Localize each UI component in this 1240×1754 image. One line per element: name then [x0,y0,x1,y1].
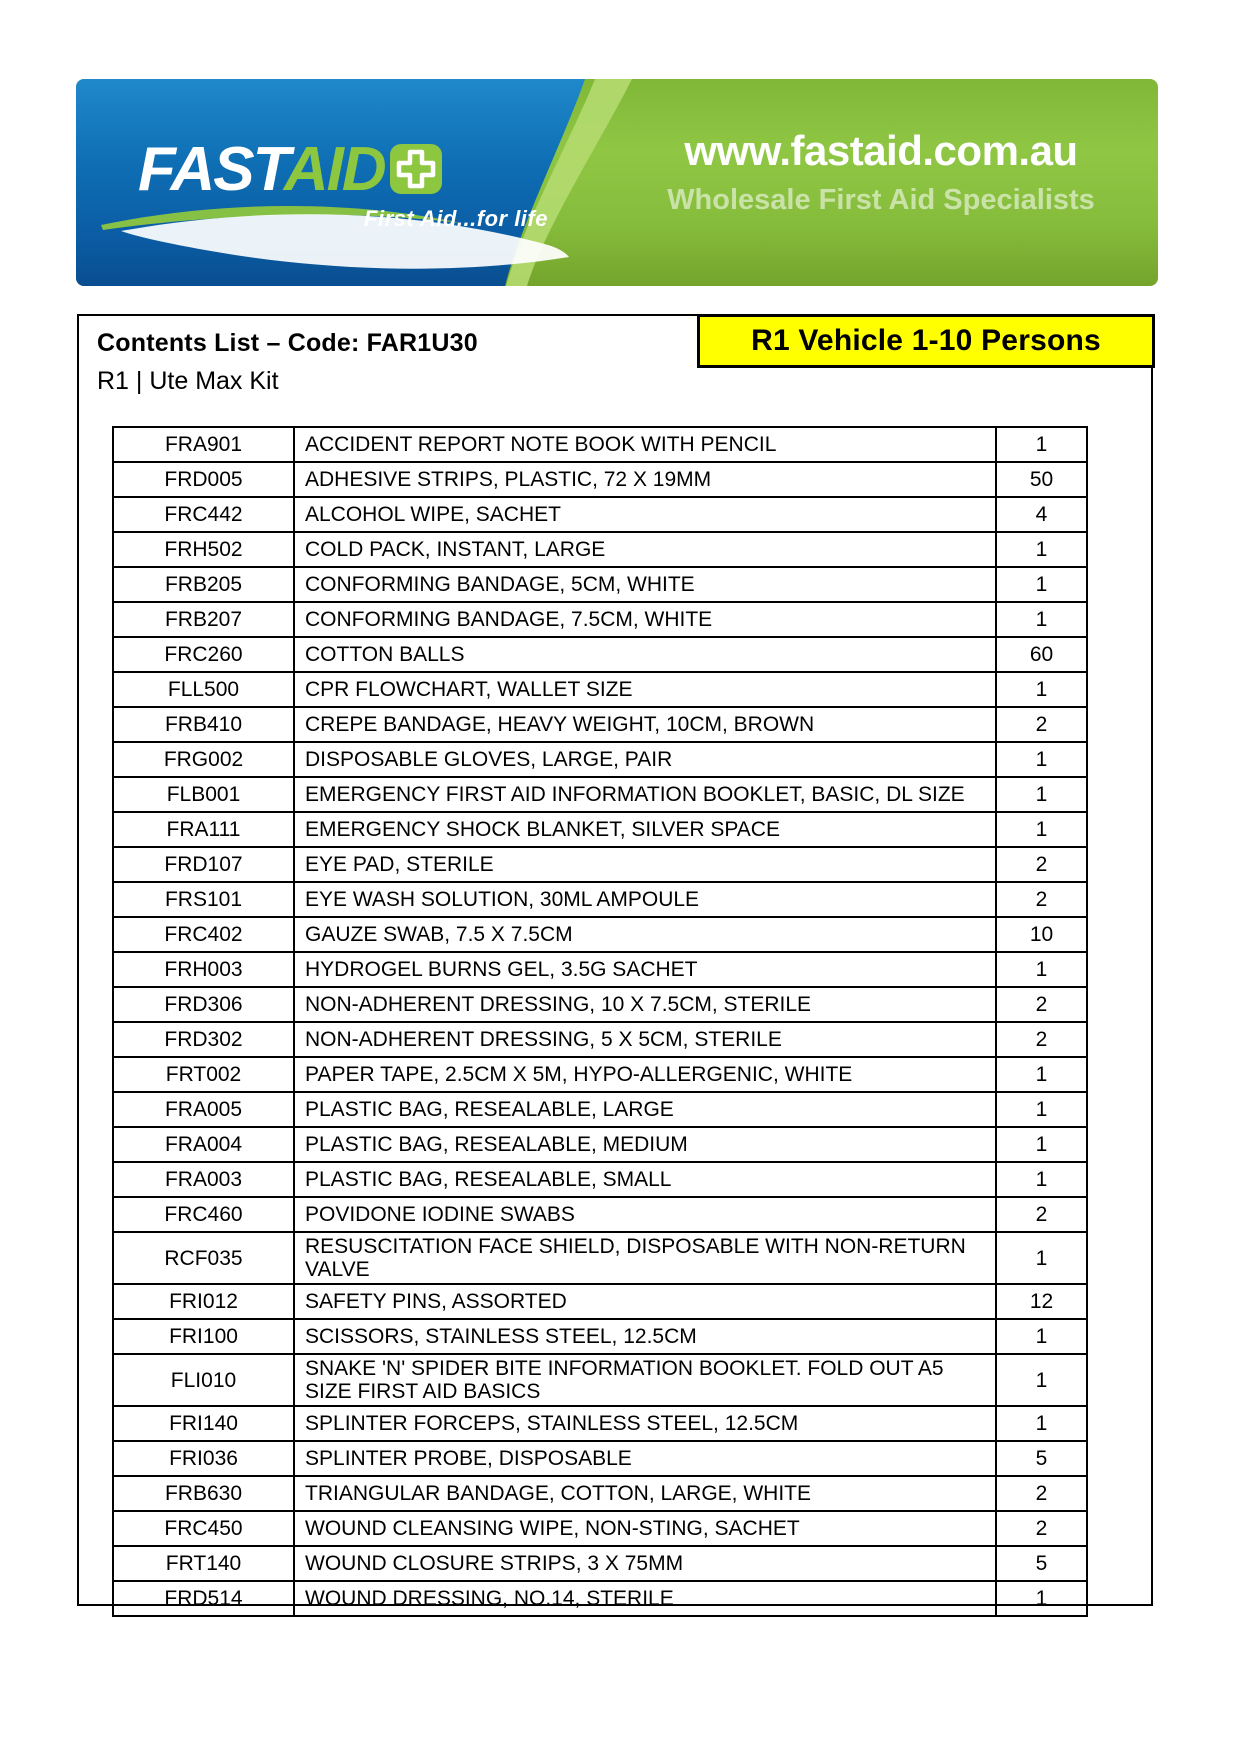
table-row [113,1092,1087,1127]
table-row [113,602,1087,637]
item-description-cell: ACCIDENT REPORT NOTE BOOK WITH PENCIL [294,427,996,462]
table-row [113,1441,1087,1476]
table-row [113,812,1087,847]
item-description-cell: EMERGENCY FIRST AID INFORMATION BOOKLET, BASIC, DL SIZE [294,777,996,812]
item-qty-cell: 2 [996,847,1087,882]
table-row [113,742,1087,777]
item-qty-cell: 1 [996,1406,1087,1441]
item-code-cell: FRD514 [113,1581,294,1616]
item-qty-cell: 1 [996,1092,1087,1127]
logo-fast-text: FAST [138,135,284,204]
item-code-cell: FRI012 [113,1284,294,1319]
item-code-cell: FRD306 [113,987,294,1022]
item-code-cell: FRC260 [113,637,294,672]
item-description-cell: CONFORMING BANDAGE, 7.5CM, WHITE [294,602,996,637]
table-row [113,637,1087,672]
contents-table [112,426,1088,1617]
item-qty-cell: 5 [996,1441,1087,1476]
header-banner [76,79,1158,286]
item-qty-cell: 12 [996,1284,1087,1319]
item-description-cell: HYDROGEL BURNS GEL, 3.5G SACHET [294,952,996,987]
item-description-cell: DISPOSABLE GLOVES, LARGE, PAIR [294,742,996,777]
item-description-cell: EMERGENCY SHOCK BLANKET, SILVER SPACE [294,812,996,847]
page-title: Contents List – Code: FAR1U30 [97,329,478,357]
item-qty-cell: 1 [996,812,1087,847]
table-row [113,952,1087,987]
item-description-cell: WOUND DRESSING, NO.14, STERILE [294,1581,996,1616]
item-description-cell: PLASTIC BAG, RESEALABLE, MEDIUM [294,1127,996,1162]
item-code-cell: FRI140 [113,1406,294,1441]
item-qty-cell: 1 [996,952,1087,987]
table-row [113,1511,1087,1546]
item-description-cell: POVIDONE IODINE SWABS [294,1197,996,1232]
table-row [113,462,1087,497]
item-qty-cell: 10 [996,917,1087,952]
plus-cross-icon [390,144,442,194]
item-description-cell: PLASTIC BAG, RESEALABLE, SMALL [294,1162,996,1197]
table-row [113,1476,1087,1511]
item-code-cell: FRA005 [113,1092,294,1127]
table-row [113,1127,1087,1162]
item-code-cell: FRB630 [113,1476,294,1511]
fastaid-logo [138,135,442,204]
item-qty-cell: 50 [996,462,1087,497]
table-row [113,1546,1087,1581]
table-row [113,1057,1087,1092]
content-box [77,314,1153,1610]
item-qty-cell: 1 [996,567,1087,602]
item-code-cell: FRD005 [113,462,294,497]
item-code-cell: FRH502 [113,532,294,567]
item-description-cell: WOUND CLEANSING WIPE, NON-STING, SACHET [294,1511,996,1546]
item-qty-cell: 2 [996,882,1087,917]
item-code-cell: FRT002 [113,1057,294,1092]
table-row [113,427,1087,462]
item-code-cell: FRI036 [113,1441,294,1476]
item-qty-cell: 2 [996,1511,1087,1546]
contents-table-body [113,427,1087,1616]
item-code-cell: FRB410 [113,707,294,742]
item-description-cell: EYE WASH SOLUTION, 30ML AMPOULE [294,882,996,917]
item-qty-cell: 1 [996,1162,1087,1197]
item-description-cell: CPR FLOWCHART, WALLET SIZE [294,672,996,707]
item-description-cell: NON-ADHERENT DRESSING, 10 X 7.5CM, STERILE [294,987,996,1022]
item-description-cell: SCISSORS, STAINLESS STEEL, 12.5CM [294,1319,996,1354]
item-qty-cell: 2 [996,1476,1087,1511]
item-code-cell: FRB207 [113,602,294,637]
item-code-cell: FRA004 [113,1127,294,1162]
item-description-cell: CREPE BANDAGE, HEAVY WEIGHT, 10CM, BROWN [294,707,996,742]
item-qty-cell: 1 [996,1057,1087,1092]
table-row [113,777,1087,812]
item-code-cell: FRS101 [113,882,294,917]
table-row [113,707,1087,742]
item-qty-cell: 1 [996,427,1087,462]
item-code-cell: FRA003 [113,1162,294,1197]
table-row [113,1406,1087,1441]
table-row [113,672,1087,707]
item-description-cell: NON-ADHERENT DRESSING, 5 X 5CM, STERILE [294,1022,996,1057]
kit-name: R1 | Ute Max Kit [97,367,279,395]
item-description-cell: SAFETY PINS, ASSORTED [294,1284,996,1319]
item-qty-cell: 1 [996,742,1087,777]
item-description-cell: SNAKE 'N' SPIDER BITE INFORMATION BOOKLET. FOLD OUT A5 SIZE FIRST AID BASICS [294,1354,996,1406]
item-code-cell: FRC442 [113,497,294,532]
item-code-cell: FRT140 [113,1546,294,1581]
item-code-cell: FRA111 [113,812,294,847]
item-description-cell: COTTON BALLS [294,637,996,672]
table-row [113,532,1087,567]
item-qty-cell: 60 [996,637,1087,672]
logo-tagline: First Aid...for life [364,206,548,231]
item-description-cell: SPLINTER FORCEPS, STAINLESS STEEL, 12.5CM [294,1406,996,1441]
item-code-cell: FRA901 [113,427,294,462]
item-qty-cell: 4 [996,497,1087,532]
item-description-cell: PLASTIC BAG, RESEALABLE, LARGE [294,1092,996,1127]
item-code-cell: FLB001 [113,777,294,812]
item-code-cell: FRI100 [113,1319,294,1354]
item-description-cell: RESUSCITATION FACE SHIELD, DISPOSABLE WITH NON-RETURN VALVE [294,1232,996,1284]
item-code-cell: FLI010 [113,1354,294,1406]
item-qty-cell: 2 [996,707,1087,742]
item-qty-cell: 1 [996,672,1087,707]
item-code-cell: FRC460 [113,1197,294,1232]
logo-aid-text: AID [283,135,385,204]
item-qty-cell: 1 [996,602,1087,637]
table-row [113,847,1087,882]
item-code-cell: FLL500 [113,672,294,707]
item-qty-cell: 1 [996,1354,1087,1406]
item-description-cell: CONFORMING BANDAGE, 5CM, WHITE [294,567,996,602]
table-row [113,1022,1087,1057]
table-row [113,1581,1087,1616]
item-code-cell: FRB205 [113,567,294,602]
item-qty-cell: 1 [996,1127,1087,1162]
table-row [113,1319,1087,1354]
table-row [113,882,1087,917]
item-description-cell: PAPER TAPE, 2.5CM X 5M, HYPO-ALLERGENIC, WHITE [294,1057,996,1092]
item-description-cell: ADHESIVE STRIPS, PLASTIC, 72 X 19MM [294,462,996,497]
item-description-cell: TRIANGULAR BANDAGE, COTTON, LARGE, WHITE [294,1476,996,1511]
rating-badge: R1 Vehicle 1-10 Persons [697,314,1155,368]
website-block [616,127,1146,217]
table-row [113,987,1087,1022]
item-description-cell: GAUZE SWAB, 7.5 X 7.5CM [294,917,996,952]
item-code-cell: FRD107 [113,847,294,882]
item-qty-cell: 1 [996,1581,1087,1616]
item-qty-cell: 1 [996,777,1087,812]
table-row [113,1197,1087,1232]
website-subtitle: Wholesale First Aid Specialists [667,184,1095,216]
item-qty-cell: 1 [996,532,1087,567]
table-row [113,1354,1087,1406]
table-row [113,1284,1087,1319]
item-code-cell: RCF035 [113,1232,294,1284]
item-qty-cell: 2 [996,987,1087,1022]
item-qty-cell: 2 [996,1022,1087,1057]
item-qty-cell: 1 [996,1232,1087,1284]
item-description-cell: EYE PAD, STERILE [294,847,996,882]
table-row [113,917,1087,952]
table-row [113,1162,1087,1197]
table-row [113,567,1087,602]
item-code-cell: FRD302 [113,1022,294,1057]
table-row [113,1232,1087,1284]
item-description-cell: SPLINTER PROBE, DISPOSABLE [294,1441,996,1476]
item-code-cell: FRH003 [113,952,294,987]
item-qty-cell: 2 [996,1197,1087,1232]
item-description-cell: WOUND CLOSURE STRIPS, 3 X 75MM [294,1546,996,1581]
item-code-cell: FRC450 [113,1511,294,1546]
item-qty-cell: 1 [996,1319,1087,1354]
item-description-cell: COLD PACK, INSTANT, LARGE [294,532,996,567]
table-row [113,497,1087,532]
item-code-cell: FRC402 [113,917,294,952]
website-url: www.fastaid.com.au [684,127,1078,174]
item-qty-cell: 5 [996,1546,1087,1581]
item-description-cell: ALCOHOL WIPE, SACHET [294,497,996,532]
item-code-cell: FRG002 [113,742,294,777]
